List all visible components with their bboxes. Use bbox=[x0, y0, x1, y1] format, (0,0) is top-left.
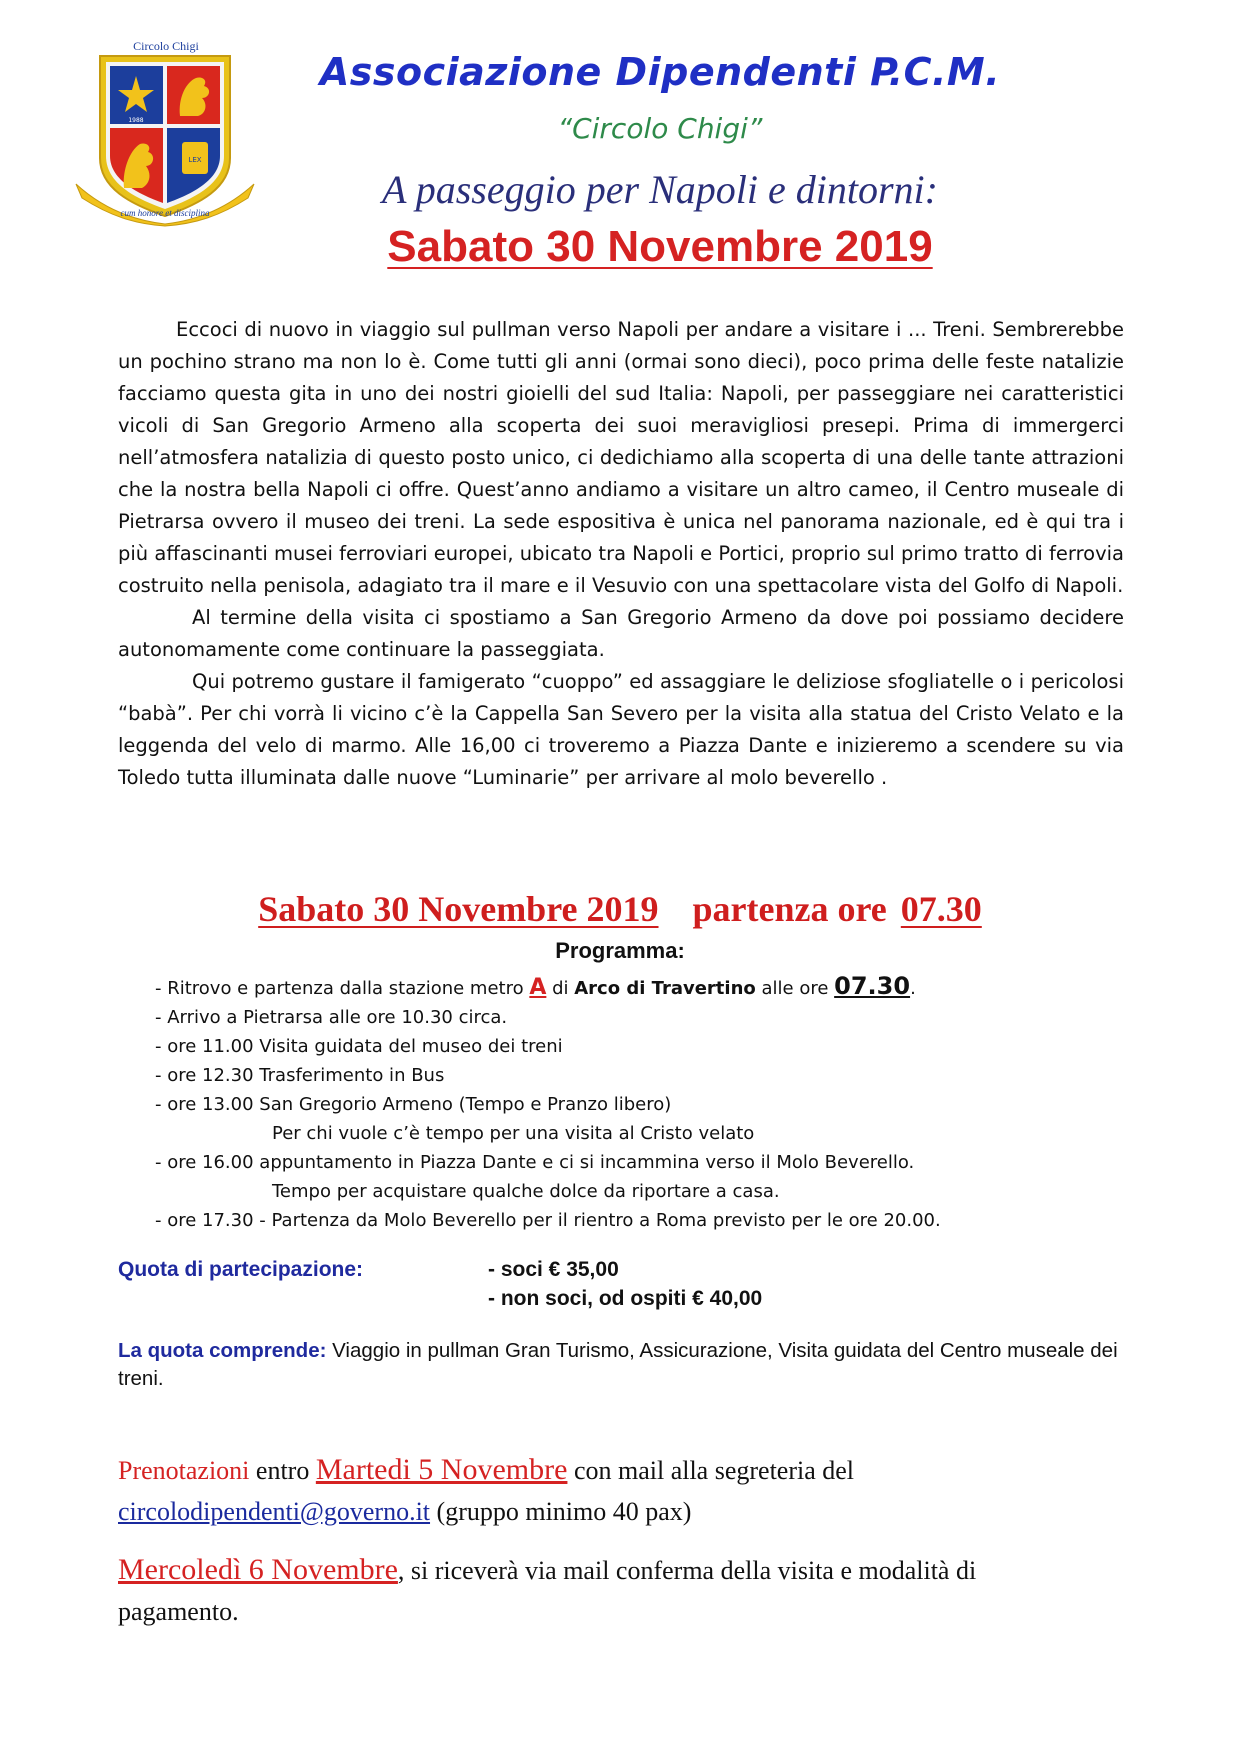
event-subtitle: A passeggio per Napoli e dintorni: bbox=[382, 167, 938, 212]
booking-email-link[interactable]: circolodipendenti@governo.it bbox=[118, 1497, 431, 1526]
event-date-text: Sabato 30 Novembre 2019 bbox=[387, 222, 933, 271]
booking-group-note: (gruppo minimo 40 pax) bbox=[430, 1497, 692, 1526]
event-date-heading bbox=[300, 222, 1020, 272]
logo-lex: LEX bbox=[188, 156, 202, 164]
ritrovo-text: - Ritrovo e partenza dalla stazione metro bbox=[155, 978, 530, 999]
programma-item-san-gregorio: - ore 13.00 San Gregorio Armeno (Tempo e Pranzo libero) bbox=[155, 1094, 672, 1115]
quota-comprende bbox=[118, 1337, 1128, 1393]
description-body bbox=[118, 314, 1124, 794]
metro-line: A bbox=[529, 975, 547, 1000]
ritrovo-time-label: alle ore bbox=[755, 978, 835, 999]
booking-line-1 bbox=[118, 1453, 854, 1487]
paragraph-san-gregorio: Al termine della visita ci spostiamo a San Gregorio Armeno da dove poi possiamo decidere autonomamente come continuare la passeggiata. bbox=[118, 606, 1124, 661]
organization-title: Associazione Dipendenti P.C.M. bbox=[319, 50, 1001, 94]
programma-item-visita: - ore 11.00 Visita guidata del museo dei treni bbox=[155, 1036, 563, 1057]
logo-motto: cum honore et disciplina bbox=[120, 208, 210, 218]
programma-item-trasferimento: - ore 12.30 Trasferimento in Bus bbox=[155, 1065, 445, 1086]
booking-entro: entro bbox=[249, 1456, 316, 1485]
confirmation-date: Mercoledì 6 Novembre bbox=[118, 1553, 398, 1586]
quota-comprende-text: Viaggio in pullman Gran Turismo, Assicurazione, Visita guidata del Centro museale dei treni. bbox=[118, 1339, 1118, 1390]
quota-comprende-label: La quota comprende: bbox=[118, 1339, 327, 1362]
quota-non-soci: - non soci, od ospiti € 40,00 bbox=[488, 1287, 763, 1310]
departure-time: 07.30 bbox=[900, 889, 982, 929]
programma-item-partenza: - ore 17.30 - Partenza da Molo Beverello per il rientro a Roma previsto per le ore 20.00. bbox=[155, 1210, 941, 1231]
booking-word: Prenotazioni bbox=[118, 1456, 250, 1485]
booking-deadline: Martedi 5 Novembre bbox=[315, 1453, 568, 1486]
programma-title: Programma: bbox=[555, 938, 685, 963]
programma-item-san-gregorio-note: Per chi vuole c’è tempo per una visita al Cristo velato bbox=[272, 1123, 755, 1144]
ritrovo-place: Arco di Travertino bbox=[574, 978, 756, 999]
ritrovo-di: di bbox=[546, 978, 575, 999]
club-name: “Circolo Chigi” bbox=[557, 112, 763, 145]
confirmation-text: , si riceverà via mail conferma della visita e modalità di bbox=[397, 1556, 977, 1585]
quota-label: Quota di partecipazione: bbox=[118, 1258, 364, 1281]
quota-soci: - soci € 35,00 bbox=[488, 1258, 619, 1281]
programma-item-ritrovo bbox=[155, 972, 916, 1000]
ritrovo-time: 07.30 bbox=[834, 972, 911, 1000]
departure-date: Sabato 30 Novembre 2019 bbox=[258, 889, 659, 929]
programma-item-arrivo: - Arrivo a Pietrarsa alle ore 10.30 circa. bbox=[155, 1007, 508, 1028]
confirmation-line-2: pagamento. bbox=[118, 1597, 239, 1626]
booking-line-2 bbox=[118, 1497, 691, 1527]
ritrovo-end: . bbox=[910, 978, 916, 999]
departure-line bbox=[110, 888, 1130, 930]
paragraph-intro: Eccoci di nuovo in viaggio sul pullman verso Napoli per andare a visitare i ... Treni. Sembrerebbe un pochino strano ma non lo è. Come tutti gli anni (ormai sono dieci), poco prima delle feste natalizie facciamo questa gita in uno dei nostri gioielli del sud Italia: Napoli, per passeggiare nei caratteristici vicoli di San Gregorio Armeno alla scoperta dei suoi meravigliosi presepi. Prima di immergerci nell’atmosfera natalizia di questo posto unico, ci dedichiamo alla scoperta di una delle tante attrazioni che la nostra bella Napoli ci offre. Quest’anno andiamo a visitare un altro cameo, il Centro museale di Pietrarsa ovvero il museo dei treni. La sede espositiva è unica nel panorama nazionale, ed è qui tra i più affascinanti musei ferroviari europei, ubicato tra Napoli e Portici, proprio sul primo tratto di ferrovia costruito nella penisola, adagiato tra il mare e il Vesuvio con una spettacolare vista del Golfo di Napoli. bbox=[118, 318, 1124, 597]
circolo-chigi-crest-logo bbox=[70, 38, 260, 228]
confirmation-line-1 bbox=[118, 1553, 976, 1587]
booking-mail-text: con mail alla segreteria del bbox=[567, 1456, 855, 1485]
logo-year: 1988 bbox=[128, 117, 144, 124]
paragraph-cuoppo: Qui potremo gustare il famigerato “cuoppo” ed assaggiare le deliziose sfogliatelle o i pericolosi “babà”. Per chi vorrà li vicino c’è la Cappella San Severo per la visita alla statua del Cristo Velato e la leggenda del velo di marmo. Alle 16,00 ci troveremo a Piazza Dante e inizieremo a scendere su via Toledo tutta illuminata dalle nuove “Luminarie” per arrivare al molo beverello . bbox=[118, 670, 1124, 789]
logo-top-text: Circolo Chigi bbox=[133, 39, 199, 53]
programma-item-piazza-dante-note: Tempo per acquistare qualche dolce da riportare a casa. bbox=[272, 1181, 780, 1202]
programma-item-piazza-dante: - ore 16.00 appuntamento in Piazza Dante e ci si incammina verso il Molo Beverello. bbox=[155, 1152, 915, 1173]
departure-label: partenza ore bbox=[692, 889, 887, 929]
